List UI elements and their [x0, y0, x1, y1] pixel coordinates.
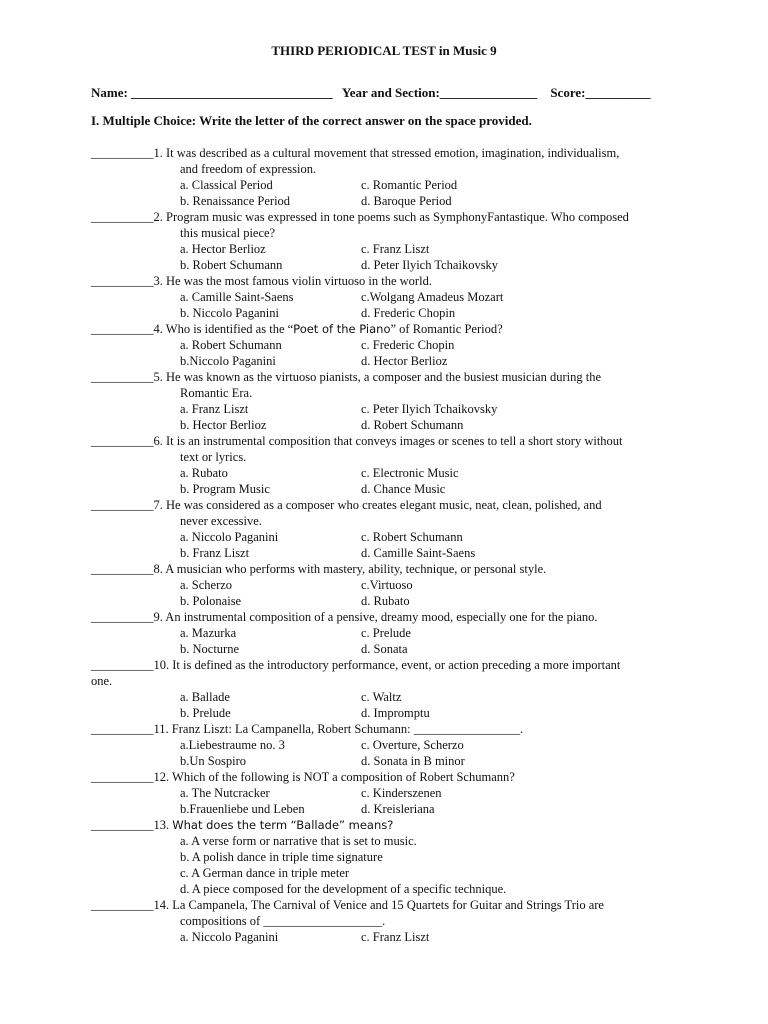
question-stem-highlight: Poet of the Piano: [293, 322, 391, 336]
question-1: [91, 145, 691, 209]
choice-b: b. Program Music: [180, 482, 270, 496]
choice-c: c. Robert Schumann: [361, 530, 463, 544]
choice-b: b. Renaissance Period: [180, 194, 291, 208]
choice-b: b. Hector Berlioz: [180, 418, 267, 432]
choice-d: d. Peter Ilyich Tchaikovsky: [361, 258, 499, 272]
question-list: [91, 145, 691, 945]
question-14: [91, 897, 691, 945]
choice-c: c. Electronic Music: [361, 466, 459, 480]
answer-blank: __________: [91, 770, 154, 784]
answer-blank: __________: [91, 658, 154, 672]
question-stem-start: 4. Who is identified as the “: [153, 322, 294, 336]
answer-blank: __________: [91, 562, 154, 576]
choice-c: c. Kinderszenen: [361, 786, 442, 800]
choice-d: d. Robert Schumann: [361, 418, 464, 432]
choice-d: d. Camille Saint-Saens: [361, 546, 476, 560]
question-stem: 14. La Campanela, The Carnival of Venice and 15 Quartets for Guitar and Strings Trio are: [153, 898, 604, 912]
choice-a: a.Liebestraume no. 3: [180, 738, 285, 752]
choice-a: a. Niccolo Paganini: [180, 930, 279, 944]
choice-b: b. Franz Liszt: [180, 546, 250, 560]
question-stem: 11. Franz Liszt: La Campanella, Robert Schumann: _________________.: [153, 722, 524, 736]
question-2: [91, 209, 691, 273]
question-stem-start: 13.: [153, 818, 173, 832]
question-stem-end: ” of Romantic Period?: [390, 322, 503, 336]
question-4: [91, 321, 691, 369]
question-stem: 5. He was known as the virtuoso pianists, a composer and the busiest musician during the: [153, 370, 601, 384]
question-5: [91, 369, 691, 433]
answer-blank: __________: [91, 434, 154, 448]
choice-c: c.Virtuoso: [361, 578, 413, 592]
choice-b: b. Niccolo Paganini: [180, 306, 279, 320]
choice-a: a. The Nutcracker: [180, 786, 270, 800]
choice-a: a. Camille Saint-Saens: [180, 290, 294, 304]
choice-a: a. Scherzo: [180, 578, 233, 592]
choice-c: c.Wolgang Amadeus Mozart: [361, 290, 504, 304]
question-stem-continued: compositions of ___________________.: [180, 914, 386, 928]
choice-a: a. Robert Schumann: [180, 338, 282, 352]
question-stem: 3. He was the most famous violin virtuoso in the world.: [153, 274, 432, 288]
question-stem-continued: text or lyrics.: [180, 450, 247, 464]
page-title: THIRD PERIODICAL TEST in Music 9: [271, 43, 497, 58]
question-stem: 6. It is an instrumental composition that conveys images or scenes to tell a short story without: [153, 434, 623, 448]
answer-blank: __________: [91, 210, 154, 224]
question-stem: 2. Program music was expressed in tone poems such as SymphonyFantastique. Who composed: [153, 210, 629, 224]
choice-c: c. Frederic Chopin: [361, 338, 455, 352]
choice-d: d. Frederic Chopin: [361, 306, 456, 320]
question-stem: 10. It is defined as the introductory performance, event, or action preceding a more important: [153, 658, 621, 672]
student-info-line: Name: _______________________________ Year and Section:_______________ Score:__________: [91, 85, 651, 100]
choice-c: c. Peter Ilyich Tchaikovsky: [361, 402, 498, 416]
choice-d: d. Chance Music: [361, 482, 446, 496]
choice-d: d. Sonata: [361, 642, 408, 656]
answer-blank: __________: [91, 370, 154, 384]
answer-blank: __________: [91, 322, 154, 336]
section-instruction: I. Multiple Choice: Write the letter of the correct answer on the space provided.: [91, 113, 532, 128]
answer-blank: __________: [91, 274, 154, 288]
choice-c: c. Romantic Period: [361, 178, 458, 192]
choice-b: b. Prelude: [180, 706, 231, 720]
question-stem: 12. Which of the following is NOT a composition of Robert Schumann?: [153, 770, 515, 784]
choice-d: d. Hector Berlioz: [361, 354, 448, 368]
choice-b: b. A polish dance in triple time signature: [180, 850, 383, 864]
choice-d: d. Sonata in B minor: [361, 754, 465, 768]
question-stem-highlight: What does the term “Ballade” means?: [172, 818, 394, 832]
choice-d: d. Impromptu: [361, 706, 430, 720]
choice-d: d. Kreisleriana: [361, 802, 435, 816]
answer-blank: __________: [91, 818, 154, 832]
choice-c: c. Franz Liszt: [361, 930, 430, 944]
choice-b: b.Un Sospiro: [180, 754, 246, 768]
choice-c: c. A German dance in triple meter: [180, 866, 350, 880]
question-stem-continued: and freedom of expression.: [180, 162, 317, 176]
answer-blank: __________: [91, 146, 154, 160]
choice-b: b. Robert Schumann: [180, 258, 283, 272]
choice-c: c. Franz Liszt: [361, 242, 430, 256]
question-stem-continued: this musical piece?: [180, 226, 276, 240]
choice-b: b. Polonaise: [180, 594, 242, 608]
choice-c: c. Overture, Scherzo: [361, 738, 464, 752]
choice-a: a. Hector Berlioz: [180, 242, 266, 256]
question-10: [91, 657, 691, 721]
question-stem-continued: never excessive.: [180, 514, 262, 528]
question-11: [91, 721, 691, 769]
question-3: [91, 273, 691, 321]
question-stem: 8. A musician who performs with mastery, ability, technique, or personal style.: [153, 562, 547, 576]
choice-a: a. Classical Period: [180, 178, 273, 192]
answer-blank: __________: [91, 498, 154, 512]
question-stem: 9. An instrumental composition of a pensive, dreamy mood, especially one for the piano.: [153, 610, 598, 624]
choice-a: a. Mazurka: [180, 626, 237, 640]
question-stem-continued: one.: [91, 674, 113, 688]
choice-c: c. Prelude: [361, 626, 411, 640]
question-stem-continued: Romantic Era.: [180, 386, 253, 400]
choice-a: a. Rubato: [180, 466, 228, 480]
choice-b: b.Frauenliebe und Leben: [180, 802, 305, 816]
choice-a: a. Niccolo Paganini: [180, 530, 279, 544]
question-7: [91, 497, 691, 561]
answer-blank: __________: [91, 610, 154, 624]
question-8: [91, 561, 691, 609]
choice-d: d. A piece composed for the development of a specific technique.: [180, 882, 507, 896]
question-12: [91, 769, 691, 817]
choice-a: a. Ballade: [180, 690, 230, 704]
question-9: [91, 609, 691, 657]
answer-blank: __________: [91, 722, 154, 736]
choice-b: b.Niccolo Paganini: [180, 354, 276, 368]
question-13: [91, 817, 691, 897]
answer-blank: __________: [91, 898, 154, 912]
question-stem: 7. He was considered as a composer who creates elegant music, neat, clean, polished, and: [153, 498, 602, 512]
choice-d: d. Rubato: [361, 594, 410, 608]
choice-d: d. Baroque Period: [361, 194, 452, 208]
question-stem: 1. It was described as a cultural movement that stressed emotion, imagination, individualism,: [153, 146, 620, 160]
choice-a: a. Franz Liszt: [180, 402, 249, 416]
question-6: [91, 433, 691, 497]
choice-b: b. Nocturne: [180, 642, 240, 656]
choice-a: a. A verse form or narrative that is set to music.: [180, 834, 417, 848]
choice-c: c. Waltz: [361, 690, 402, 704]
